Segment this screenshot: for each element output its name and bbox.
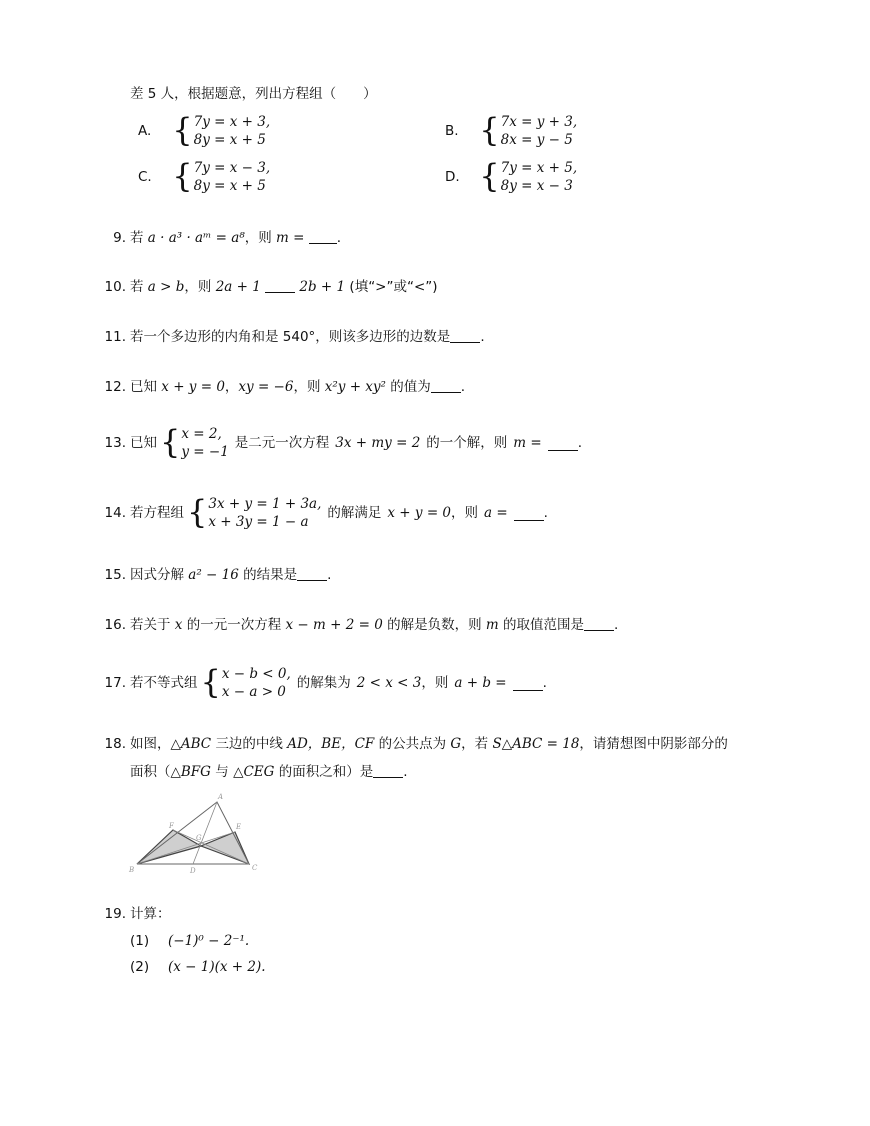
text: ， — [224, 379, 239, 395]
text: 的解满足 — [327, 505, 382, 521]
math: a² − 16 — [188, 567, 239, 583]
question-18-line-1 — [100, 735, 728, 753]
q8-option-d[interactable]: D. { 7y = x + 5, 8y = x − 3 — [445, 157, 578, 195]
question-17: 17. 若不等式组 { x − b < 0, x − a > 0 的解集为 2 < x < 3 ，则 a + b = . — [100, 665, 547, 701]
option-label: A. — [138, 123, 152, 139]
math: (−1)⁰ − 2⁻¹. — [168, 933, 250, 949]
shaded-triangle-bfg — [137, 830, 201, 864]
text: 三边的中线 — [215, 736, 283, 752]
math: x²y + xy² — [324, 379, 386, 395]
answer-blank[interactable] — [297, 566, 327, 581]
text: ，请猜想图中阴影部分的 — [579, 736, 728, 752]
math: x + y = 0 — [387, 505, 452, 521]
option-row: 7y = x + 5, — [500, 160, 578, 176]
question-number: 18. — [104, 736, 126, 752]
text: . — [403, 764, 408, 780]
text: . — [542, 675, 547, 691]
answer-blank[interactable] — [548, 436, 578, 451]
math: a > b — [147, 279, 185, 295]
q8-option-c[interactable]: C. { 7y = x − 3, 8y = x + 5 — [138, 157, 271, 195]
text: 若 — [130, 230, 144, 246]
text: . — [614, 617, 619, 633]
math: 2 < x < 3 — [356, 675, 422, 691]
option-row: 8y = x − 3 — [500, 178, 573, 194]
item-label: (2) — [130, 959, 150, 975]
math: 2b + 1 — [299, 279, 346, 295]
question-number: 15. — [104, 567, 126, 583]
system-row: 3x + y = 1 + 3a, — [208, 496, 322, 512]
triangle-figure — [125, 790, 265, 875]
answer-blank[interactable] — [450, 328, 480, 343]
math: m = — [513, 435, 542, 451]
q8-option-a[interactable]: A. { 7y = x + 3, 8y = x + 5 — [138, 111, 271, 149]
question-number: 17. — [104, 675, 126, 691]
text: 的值为 — [390, 379, 431, 395]
text: . — [480, 329, 485, 345]
option-row: 8x = y − 5 — [500, 132, 573, 148]
text: 若不等式组 — [130, 675, 198, 691]
question-number: 11. — [104, 329, 126, 345]
text: 的面积之和）是 — [278, 764, 374, 780]
text: 与 — [215, 764, 229, 780]
math: x − m + 2 = 0 — [285, 617, 383, 633]
q19-item-1 — [130, 932, 249, 950]
math: △CEG — [233, 764, 275, 780]
text: ，则 — [293, 379, 321, 395]
text: . — [543, 505, 548, 521]
question-number: 12. — [104, 379, 126, 395]
question-9 — [100, 229, 341, 247]
option-label: B. — [445, 123, 459, 139]
question-16 — [100, 616, 618, 634]
text: ，则 — [244, 230, 272, 246]
math: 3x + my = 2 — [335, 435, 421, 451]
q8-option-b[interactable]: B. { 7x = y + 3, 8x = y − 5 — [445, 111, 578, 149]
system-row: y = −1 — [181, 444, 229, 460]
question-13: 13. 已知 { x = 2, y = −1 是二元一次方程 3x + my = 2 的一个解，则 m = . — [100, 425, 582, 461]
option-row: 7y = x − 3, — [193, 160, 271, 176]
math: a · a³ · aᵐ = a⁸ — [147, 230, 245, 246]
label-b: B — [129, 866, 135, 874]
text: 若关于 — [130, 617, 171, 633]
label-g: G — [196, 834, 202, 842]
math: a = — [484, 505, 508, 521]
text: 的公共点为 — [378, 736, 447, 752]
option-row: 7y = x + 3, — [193, 114, 271, 130]
answer-blank[interactable] — [373, 763, 403, 778]
math: a + b = — [454, 675, 507, 691]
label-d: D — [190, 867, 196, 875]
question-number: 13. — [104, 435, 126, 451]
math: x + y = 0 — [161, 379, 225, 395]
text: 的解集为 — [296, 675, 351, 691]
question-18-line-2 — [130, 763, 408, 781]
text: ，若 — [461, 736, 489, 752]
question-12 — [100, 378, 465, 396]
question-19 — [100, 905, 171, 923]
math: x — [174, 617, 183, 633]
math: (x − 1)(x + 2). — [168, 959, 266, 975]
answer-blank[interactable] — [265, 278, 295, 293]
q8-tail: 差 5 人，根据题意，列出方程组（ ） — [130, 86, 377, 102]
text: 已知 — [130, 379, 157, 395]
text: 的结果是 — [243, 567, 298, 583]
text: 的一个解，则 — [426, 435, 508, 451]
q19-item-2 — [130, 958, 266, 976]
text: . — [336, 230, 342, 246]
text: 已知 — [130, 435, 157, 451]
text: 的取值范围是 — [503, 617, 584, 633]
question-number: 16. — [104, 617, 126, 633]
text: 的一元一次方程 — [186, 617, 282, 633]
text: . — [577, 435, 582, 451]
system-row: x − b < 0, — [221, 666, 291, 682]
shaded-triangle-ceg — [201, 832, 249, 864]
text: 若方程组 — [130, 505, 184, 521]
system-row: x + 3y = 1 − a — [208, 514, 309, 530]
question-10 — [100, 278, 438, 296]
label-c: C — [252, 864, 258, 872]
answer-blank[interactable] — [513, 676, 543, 691]
text: 的解是负数，则 — [387, 617, 482, 633]
option-label: D. — [445, 169, 460, 185]
question-11 — [100, 328, 485, 346]
text: 因式分解 — [130, 567, 184, 583]
answer-blank[interactable] — [514, 506, 544, 521]
answer-blank[interactable] — [309, 229, 337, 244]
text: ，则 — [184, 279, 212, 295]
text: ，则 — [451, 505, 479, 521]
math: AD，BE，CF — [287, 736, 375, 752]
question-14: 14. 若方程组 { 3x + y = 1 + 3a, x + 3y = 1 − a 的解满足 x + y = 0 ，则 a = . — [100, 495, 548, 531]
label-e: E — [236, 823, 242, 831]
label-a: A — [218, 793, 224, 801]
text: 若一个多边形的内角和是 540°，则该多边形的边数是 — [130, 329, 451, 345]
label-f: F — [169, 822, 174, 830]
text: 是二元一次方程 — [234, 435, 330, 451]
math: △BFG — [170, 764, 211, 780]
option-row: 8y = x + 5 — [193, 132, 266, 148]
math: G — [450, 736, 462, 752]
question-15 — [100, 566, 331, 584]
question-number: 19. — [104, 906, 126, 922]
text: 面积（ — [130, 764, 171, 780]
text: ，则 — [421, 675, 449, 691]
math: xy = −6 — [238, 379, 294, 395]
system-row: x = 2, — [181, 426, 222, 442]
question-number: 9. — [113, 230, 126, 246]
option-row: 8y = x + 5 — [193, 178, 266, 194]
text: 如图， — [130, 736, 171, 752]
question-number: 10. — [104, 279, 126, 295]
item-label: (1) — [130, 933, 150, 949]
math: m — [485, 617, 499, 633]
system-row: x − a > 0 — [221, 684, 286, 700]
math: m = — [276, 230, 305, 246]
text: 若 — [130, 279, 144, 295]
text: . — [327, 567, 332, 583]
option-label: C. — [138, 169, 152, 185]
math: 2a + 1 — [215, 279, 261, 295]
math: S△ABC = 18 — [492, 736, 580, 752]
answer-blank[interactable] — [584, 616, 614, 631]
answer-blank[interactable] — [431, 378, 461, 393]
math: △ABC — [170, 736, 212, 752]
text: (填“>”或“<”) — [349, 279, 438, 295]
text: 计算： — [130, 906, 171, 922]
option-row: 7x = y + 3, — [500, 114, 578, 130]
text: . — [460, 379, 466, 395]
question-number: 14. — [104, 505, 126, 521]
